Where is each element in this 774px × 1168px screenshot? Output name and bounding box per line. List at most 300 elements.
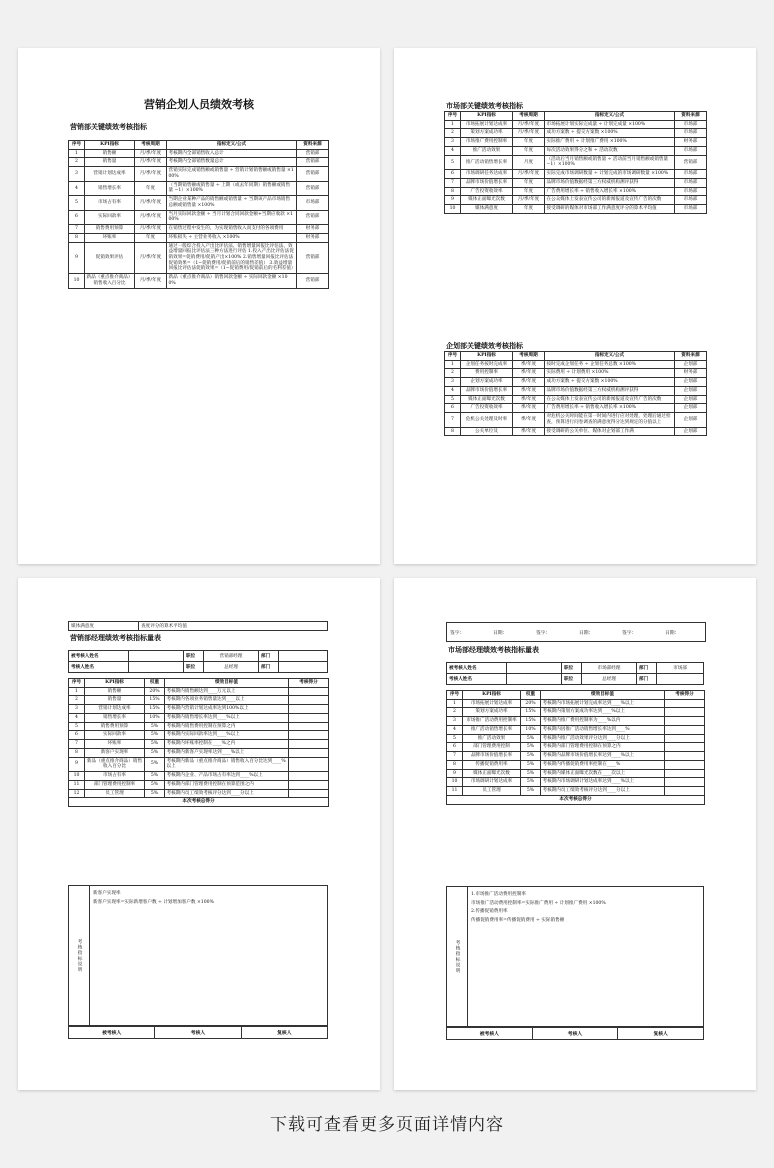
kpi-table (68, 140, 329, 289)
table-row (447, 787, 705, 796)
column-header: 指标定义/公式 (545, 112, 675, 121)
table-cell: 5 (69, 196, 85, 210)
table-row (69, 210, 329, 224)
table-cell: 考核期内坏账率控制在____%之内 (165, 740, 289, 749)
person-info-table (446, 662, 704, 685)
table-cell: 在公众媒体上发表宣传公司的新闻报道及宣传广告的次数 (545, 196, 675, 205)
table-cell: 品牌市场价值增长率 (463, 752, 521, 761)
table-cell: 市场部 (675, 129, 707, 138)
table-cell: 10 (69, 274, 85, 288)
table-cell: 市场部 (675, 205, 707, 214)
table-cell (665, 787, 705, 796)
table-cell: 2 (69, 696, 85, 705)
table-cell: 费用控制率 (461, 369, 513, 378)
planning-kpi-table (444, 351, 707, 436)
table-cell: 季/年度 (513, 378, 545, 387)
table-cell: 员工管理 (85, 789, 145, 798)
table-cell: 考核期内推广活动效果评分达到____分以上 (541, 734, 665, 743)
column-header: 指标定义/公式 (545, 352, 675, 361)
table-cell: 广告费用增长率 ÷ 销售收入增长率 ×100% (545, 404, 675, 413)
table-cell: 8 (445, 187, 461, 196)
table-row (447, 699, 705, 708)
table-row (445, 378, 707, 387)
table-cell: 品牌市场价值数据经第三方权威机构测评获得 (545, 178, 675, 187)
carry-label: 媒体满意度 (69, 622, 139, 631)
table-cell (665, 769, 705, 778)
column-header: 序号 (447, 691, 463, 700)
column-header: KPI指标 (85, 679, 145, 688)
column-header: 考核周期 (135, 141, 167, 150)
sign-appraiser: 考核人 (532, 1027, 618, 1040)
document-page-4 (394, 578, 756, 1090)
table-cell: 月/季/年度 (135, 196, 167, 210)
table-cell: 营销计划达成率 (85, 167, 135, 181)
table-cell: 考核期内全部销售数量总计 (167, 158, 297, 167)
table-cell: 考核期内新品（重点推介商品）销售收入百分比达到____%以上 (165, 757, 289, 771)
table-cell: 年度 (513, 146, 545, 155)
table-cell: 10% (145, 713, 165, 722)
column-header: 序号 (69, 141, 85, 150)
table-cell: 市场部 (675, 120, 707, 129)
table-cell: 企划部 (675, 404, 707, 413)
sign-label: 签字： (536, 630, 551, 636)
table-cell (665, 743, 705, 752)
table-cell: 季/年度 (513, 360, 545, 369)
table-cell: 接受调研的媒体对市场部工作满意度评分的算术平均值 (545, 205, 675, 214)
table-cell: 季/年度 (513, 413, 545, 427)
table-cell: 6 (69, 210, 85, 224)
table-row (447, 743, 705, 752)
sign-appraiser: 考核人 (155, 1026, 241, 1039)
sign-reviewer: 复核人 (241, 1026, 327, 1039)
table-cell: 20% (521, 699, 541, 708)
table-cell: 季/年度 (513, 404, 545, 413)
table-cell: 推广活动销售增长率 (463, 725, 521, 734)
table-cell: 推广活动效果 (461, 146, 513, 155)
table-cell: 季/年度 (513, 369, 545, 378)
label-position: 职位 (562, 674, 582, 685)
table-row (69, 687, 329, 696)
label-dept: 部门 (637, 663, 657, 674)
table-cell: 策划方案成功率 (463, 708, 521, 717)
table-cell: 企划部 (675, 395, 707, 404)
table-cell: 5% (145, 731, 165, 740)
table-cell: 实际费用 ÷ 计划费用 ×100% (545, 369, 675, 378)
table-cell: 广告投资收效率 (461, 187, 513, 196)
table-header-row (69, 141, 329, 150)
table-cell: 2 (447, 708, 463, 717)
table-cell (289, 789, 329, 798)
table-cell (289, 748, 329, 757)
section-title-planning: 企划部关键绩效考核指标 (446, 341, 523, 350)
table-row (69, 149, 329, 158)
table-cell: 媒体正面曝光次数 (461, 395, 513, 404)
value-dept (657, 674, 704, 685)
table-cell: 季/年度 (513, 386, 545, 395)
table-cell: 考核期内因推广活动销售增长率达到____% (541, 725, 665, 734)
signature-row (68, 1025, 328, 1039)
table-cell: 考核期内营销计划达成率达到100%以上 (165, 705, 289, 714)
table-cell: 市场占有率 (85, 772, 145, 781)
table-cell (665, 778, 705, 787)
table-cell: 营销部 (297, 181, 329, 195)
table-header-row (445, 352, 707, 361)
sign-appraisee: 被考核人 (447, 1027, 533, 1040)
table-cell: 2 (69, 158, 85, 167)
table-cell: 实际完成市场调研数量 ÷ 计划完成的市场调研数量 ×100% (545, 170, 675, 179)
download-more-prompt[interactable]: 下载可查看更多页面详情内容 (270, 1115, 504, 1135)
table-cell: 品牌市场价值增长率 (461, 178, 513, 187)
table-cell: 销售量 (85, 158, 135, 167)
table-cell (665, 734, 705, 743)
market-kpi-table (444, 111, 707, 214)
table-cell: 在销售过程中发生的，为实现销售收入而支付的各项费用 (167, 225, 297, 234)
sign-reviewer: 复核人 (618, 1027, 704, 1040)
table-cell: 市场拓展计划实际完成量 ÷ 计划完成量 ×100% (545, 120, 675, 129)
manager-kpi-table (68, 678, 329, 807)
table-cell (289, 687, 329, 696)
table-cell (665, 708, 705, 717)
table-cell: 传播促销费用率 (463, 760, 521, 769)
table-cell: 销售额 (85, 687, 145, 696)
total-score-label: 本次考核总得分 (447, 795, 705, 804)
table-cell: 年度 (513, 187, 545, 196)
column-header: 考核得分 (289, 679, 329, 688)
sign-label: 签字： (450, 630, 465, 636)
label-appraiser: 考核人姓名 (69, 662, 129, 673)
column-header: 绩效目标值 (541, 691, 665, 700)
table-cell: 考核期内各项业务销售量达到____以上 (165, 696, 289, 705)
table-row (69, 696, 329, 705)
table-cell: 在公众媒体上发表宣传公司的新闻报道及宣传广告的次数 (545, 395, 675, 404)
notes-body (471, 891, 699, 926)
table-cell: 媒体正面曝光次数 (463, 769, 521, 778)
table-cell: 企划方案成功率 (461, 378, 513, 387)
table-row (69, 713, 329, 722)
document-page-2 (394, 48, 756, 564)
table-cell: 营销部 (297, 242, 329, 274)
table-cell: 市场调研计划达成率 (463, 778, 521, 787)
table-cell: 品牌市场价值数据经第三方权威机构测评获得 (545, 386, 675, 395)
section-title: 市场部经理绩效考核指标量表 (448, 645, 539, 654)
section-title: 营销部关键绩效考核指标 (70, 122, 147, 131)
table-cell: 营销计划达成率 (85, 705, 145, 714)
table-cell: 9 (447, 769, 463, 778)
table-row (69, 225, 329, 234)
value-appraiser (507, 674, 562, 685)
table-cell: 4 (447, 725, 463, 734)
table-cell: 按时完成企划任务 ÷ 企划任务总数 ×100% (545, 360, 675, 369)
table-cell: 10% (521, 725, 541, 734)
table-cell: 7 (69, 740, 85, 749)
table-row (69, 772, 329, 781)
table-cell: 1 (445, 360, 461, 369)
table-cell (665, 717, 705, 726)
date-label: 日期： (579, 630, 594, 636)
table-cell: 6 (445, 170, 461, 179)
table-cell: 月/季/年度 (135, 242, 167, 274)
table-cell: 员工管理 (463, 787, 521, 796)
table-cell: 考核期内员工绩效考核评分达到____分以上 (541, 787, 665, 796)
table-cell: 新品（重点推介商品）销售收入百分比 (85, 757, 145, 771)
table-cell: 月/季/年度 (135, 158, 167, 167)
table-cell: 成功方案数 ÷ 提交方案数 ×100% (545, 378, 675, 387)
column-header: 权重 (145, 679, 165, 688)
table-cell: 营销部 (297, 158, 329, 167)
table-row (445, 138, 707, 147)
value-appraiser (129, 662, 184, 673)
table-row (447, 717, 705, 726)
table-row (445, 146, 707, 155)
label-dept: 部门 (637, 674, 657, 685)
table-cell: 3 (445, 378, 461, 387)
table-cell: 销售增长率 (85, 713, 145, 722)
table-cell: 6 (69, 731, 85, 740)
table-cell (289, 722, 329, 731)
table-cell: 3 (69, 705, 85, 714)
table-cell: 销售量 (85, 696, 145, 705)
table-cell: 7 (445, 178, 461, 187)
table-cell: 考核期内市场调研计划达成率达到____%以上 (541, 778, 665, 787)
table-cell: 考核期内部门管理费用控制在预算之内 (541, 743, 665, 752)
table-cell: 考核期内市场拓展计划完成率达到____%以上 (541, 699, 665, 708)
table-cell: 8 (69, 233, 85, 242)
table-row (447, 778, 705, 787)
table-cell: 15% (145, 696, 165, 705)
table-cell: 市场拓展计划达成率 (461, 120, 513, 129)
table-cell: 8 (445, 427, 461, 436)
table-row (447, 760, 705, 769)
note-line: 传播促销费用率=传播促销费用 ÷ 实际销售额 (471, 918, 565, 924)
table-cell (665, 760, 705, 769)
table-row (445, 187, 707, 196)
table-cell: 营销部 (297, 167, 329, 181)
table-cell: 8 (69, 748, 85, 757)
table-cell: 考核期内全部销售收入总计 (167, 149, 297, 158)
table-cell: 接受调研的公关单位、媒体对企划部工作满 (545, 427, 675, 436)
table-row (69, 196, 329, 210)
table-cell: 市场部 (297, 196, 329, 210)
table-cell: 营销部 (297, 274, 329, 288)
table-row (69, 167, 329, 181)
table-cell: 9 (445, 196, 461, 205)
column-header: KPI指标 (85, 141, 135, 150)
table-cell: 1 (69, 687, 85, 696)
table-cell: 9 (69, 242, 85, 274)
table-cell: 广告费用增长率 ÷ 销售收入增长率 ×100% (545, 187, 675, 196)
table-cell (289, 780, 329, 789)
table-cell: 营销实际完成销售额或销售量 ÷ 营销计划销售额或销售量 ×100% (167, 167, 297, 181)
carry-value: 查度评分的算术平均值 (139, 622, 328, 631)
table-cell (289, 740, 329, 749)
document-page-3 (18, 578, 380, 1090)
table-row (447, 725, 705, 734)
table-cell (289, 772, 329, 781)
table-row (445, 205, 707, 214)
table-cell: 市场部 (675, 146, 707, 155)
table-cell: 市场部 (675, 187, 707, 196)
column-header: 考核得分 (665, 691, 705, 700)
date-label: 日期： (493, 630, 508, 636)
table-cell: 7 (447, 752, 463, 761)
date-label: 日期： (665, 630, 680, 636)
column-header: 指标定义/公式 (167, 141, 297, 150)
table-row (69, 748, 329, 757)
column-header: 考核周期 (513, 112, 545, 121)
table-cell (665, 725, 705, 734)
table-cell: 11 (447, 787, 463, 796)
column-header: 资料来源 (675, 112, 707, 121)
table-cell: 企划部 (675, 386, 707, 395)
table-cell: 财务部 (675, 138, 707, 147)
table-cell: 实际回款率 (85, 210, 135, 224)
table-cell: 企划部 (675, 360, 707, 369)
note-line: 1.市场推广活动费用控制率 (471, 892, 526, 897)
table-row (447, 752, 705, 761)
table-header-row (447, 691, 705, 700)
table-cell: 3 (445, 138, 461, 147)
value-appraisee (129, 651, 184, 662)
table-row (445, 360, 707, 369)
note-line: 新客户实现率=实际新增客户数 ÷ 计划增加客户数 ×100% (93, 899, 214, 905)
table-row (445, 129, 707, 138)
table-cell: 财务部 (675, 369, 707, 378)
table-cell: 月/季/年度 (513, 120, 545, 129)
value-appraisee (507, 663, 562, 674)
table-cell: 5 (69, 722, 85, 731)
table-cell (289, 713, 329, 722)
sign-appraisee: 被考核人 (69, 1026, 155, 1039)
table-cell: 销售额 (85, 149, 135, 158)
table-cell (289, 696, 329, 705)
table-cell: 考核期内员工绩效考核评分达到____分以上 (165, 789, 289, 798)
table-cell: 15% (521, 717, 541, 726)
document-page-1 (18, 48, 380, 564)
table-cell: 月/季/年度 (513, 129, 545, 138)
table-row (445, 178, 707, 187)
note-line: 2.传播促销费用率 (471, 909, 508, 915)
table-cell: 销售增长率 (85, 181, 135, 195)
table-row (445, 427, 707, 436)
table-row (445, 155, 707, 169)
note-line: 新客户实现率 (93, 891, 121, 896)
table-cell: 4 (445, 386, 461, 395)
table-row (69, 731, 329, 740)
table-cell: 7 (445, 413, 461, 427)
table-cell: 考核期内销售额达到____万元以上 (165, 687, 289, 696)
table-cell: 2 (445, 129, 461, 138)
table-cell: 市场部 (675, 196, 707, 205)
table-cell: 实际回款率 (85, 731, 145, 740)
table-cell: 11 (69, 780, 85, 789)
table-cell: 市场部 (675, 170, 707, 179)
table-cell: 当月实际回款金额 ÷ 当月计划合同回款金额+当期应收款 ×100% (167, 210, 297, 224)
table-cell: 推广活动效果 (463, 734, 521, 743)
value-position: 总经理 (204, 662, 259, 673)
table-cell: 考核期内新客户实现率达到____%以上 (165, 748, 289, 757)
column-header: 资料来源 (675, 352, 707, 361)
table-cell: 考核期内销售费用控制在预算之内 (165, 722, 289, 731)
table-cell: 考核期内实际回款率达到____%以上 (165, 731, 289, 740)
table-cell: 4 (69, 181, 85, 195)
table-cell: 新品（重点推介商品）销售收入百分比 (85, 274, 135, 288)
table-row (69, 757, 329, 771)
table-cell: 市场调研任务达成率 (461, 170, 513, 179)
table-cell: 企划部 (675, 378, 707, 387)
table-cell: 1 (445, 120, 461, 129)
table-cell: 月/季/年度 (135, 210, 167, 224)
signature-row (446, 1026, 704, 1040)
table-cell: 对危机公关时间能在第一时间内进行应对处理，处理后通过检查，预算进行问卷调查的满意度得分达到规定的分值以上 (545, 413, 675, 427)
table-row (69, 740, 329, 749)
table-cell: 促销效果评估 (85, 242, 135, 274)
table-cell (665, 699, 705, 708)
table-header-row (445, 112, 707, 121)
table-cell: 5% (145, 722, 165, 731)
table-cell: 市场占有率 (85, 196, 135, 210)
table-cell: 坏账率 (85, 740, 145, 749)
table-cell: 推广活动销售增长率 (461, 155, 513, 169)
column-header: 序号 (445, 352, 461, 361)
table-cell: 坏账率 (85, 233, 135, 242)
column-header: KPI指标 (461, 112, 513, 121)
value-position: 总经理 (582, 674, 637, 685)
table-cell: 品牌市场价值增长率 (461, 386, 513, 395)
table-cell: 15% (145, 705, 165, 714)
table-cell: 9 (69, 757, 85, 771)
table-cell: 市场拓展计划达成率 (463, 699, 521, 708)
page-title: 营销企划人员绩效考核 (144, 98, 254, 111)
table-cell: 销售费用预算 (85, 722, 145, 731)
table-cell: 考核期内策划方案成功率达到____%以上 (541, 708, 665, 717)
table-cell: 5% (145, 757, 165, 771)
table-cell: 5 (447, 734, 463, 743)
table-cell: 10 (445, 205, 461, 214)
label-appraiser: 考核人姓名 (447, 674, 507, 685)
table-row (447, 708, 705, 717)
column-header: KPI指标 (461, 352, 513, 361)
table-cell: 营销部 (675, 155, 707, 169)
label-position: 职位 (184, 662, 204, 673)
table-cell: 4 (445, 146, 461, 155)
table-cell: 考核期内销售增长率达到____%以上 (165, 713, 289, 722)
table-cell: 8 (447, 760, 463, 769)
table-cell: 年度 (135, 181, 167, 195)
table-cell: 5 (445, 155, 461, 169)
table-cell: 年度 (135, 233, 167, 242)
carry-over-row (68, 621, 328, 631)
indicator-notes (446, 886, 704, 1028)
sign-label: 签字： (622, 630, 637, 636)
table-row (445, 369, 707, 378)
table-cell: 3 (447, 717, 463, 726)
table-header-row (69, 679, 329, 688)
table-cell: 考核期内媒体正面曝光次数在____次以上 (541, 769, 665, 778)
table-row (69, 233, 329, 242)
table-cell: 季/年度 (513, 395, 545, 404)
table-row (445, 386, 707, 395)
table-cell: 实际推广费用 ÷ 计划推广费用 ×100% (545, 138, 675, 147)
table-cell (665, 752, 705, 761)
table-cell: 6 (447, 743, 463, 752)
table-row (445, 170, 707, 179)
table-cell: 5% (145, 789, 165, 798)
table-cell: 5% (521, 778, 541, 787)
table-cell: 成功方案数 ÷ 提交方案数 ×100% (545, 129, 675, 138)
value-dept (279, 662, 328, 673)
table-cell: 财务部 (297, 233, 329, 242)
table-cell: 财务部 (297, 225, 329, 234)
